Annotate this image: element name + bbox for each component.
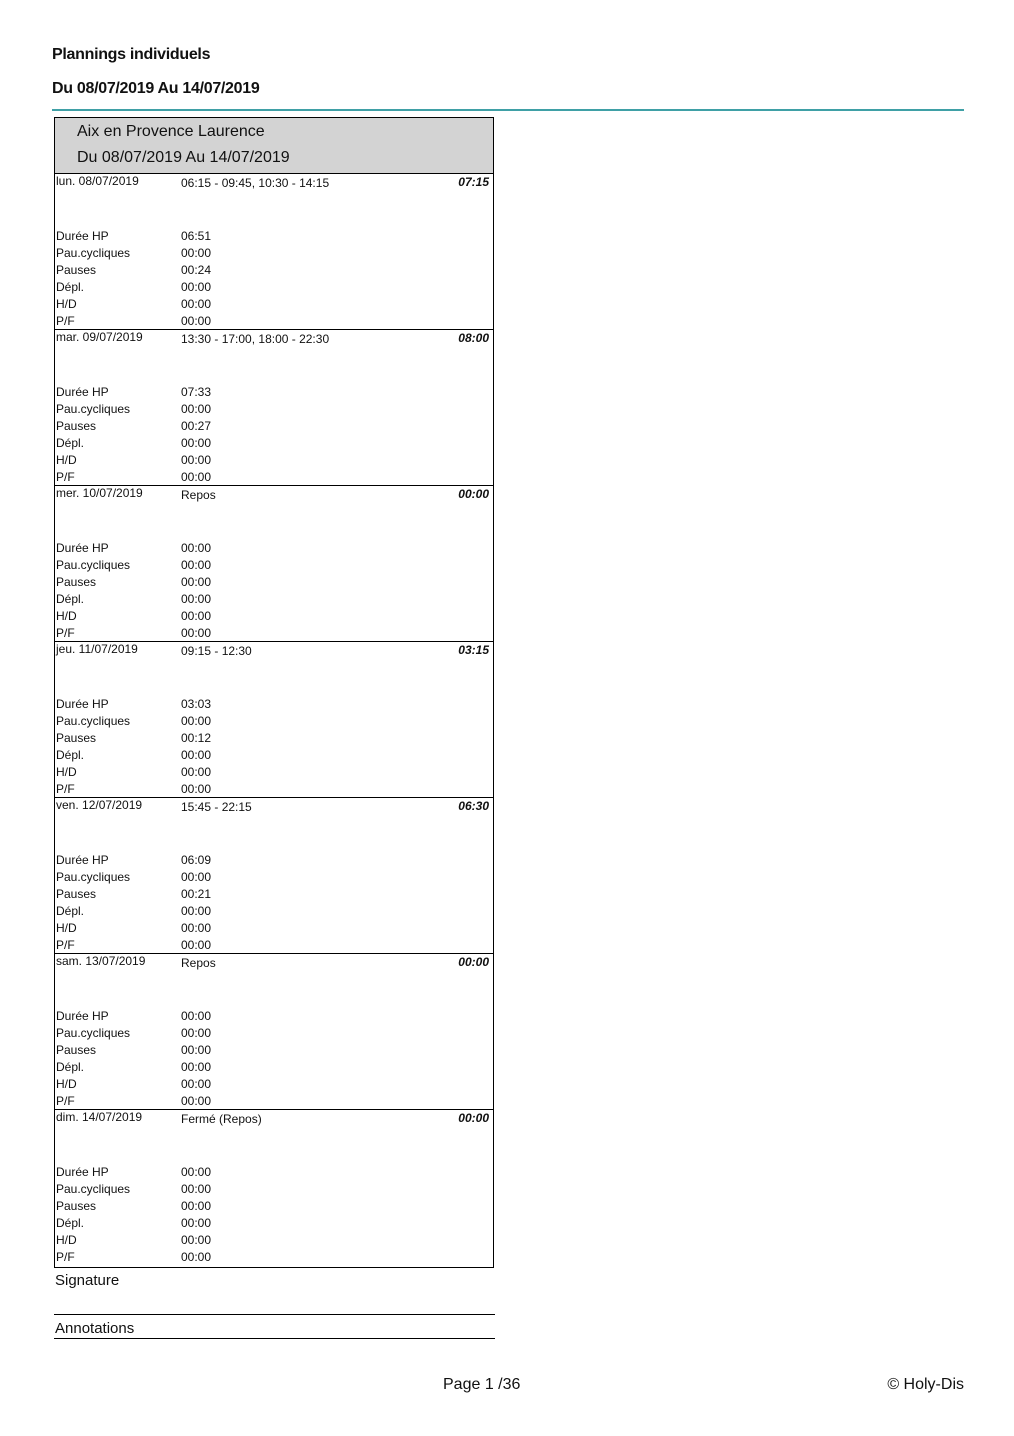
signature-line: [54, 1314, 495, 1315]
metric-value: 00:00: [181, 1077, 212, 1091]
metric-label: P/F: [56, 470, 75, 484]
metric-label: Pauses: [56, 887, 97, 901]
metric-label: Pauses: [56, 575, 97, 589]
metric-label: Pau.cycliques: [56, 558, 131, 572]
panel-period: Du 08/07/2019 Au 14/07/2019: [77, 149, 290, 166]
day-date: ven. 12/07/2019: [56, 798, 143, 812]
metric-value: 00:00: [181, 921, 212, 935]
metric-value: 00:00: [181, 280, 212, 294]
metric-label: H/D: [56, 609, 77, 623]
metric-row: [56, 1042, 476, 1058]
metric-value: 00:00: [181, 609, 212, 623]
metric-label: Dépl.: [56, 904, 85, 918]
day-hours: Repos: [181, 488, 216, 502]
day-total: 06:30: [458, 799, 489, 813]
day-block: [55, 486, 493, 642]
day-date: jeu. 11/07/2019: [56, 642, 138, 656]
metric-row: [56, 696, 476, 712]
page-period: Du 08/07/2019 Au 14/07/2019: [52, 80, 260, 97]
metric-value: 03:03: [181, 697, 212, 711]
day-block: [55, 954, 493, 1110]
metric-label: P/F: [56, 782, 75, 796]
metric-row: [56, 713, 476, 729]
day-date: sam. 13/07/2019: [56, 954, 146, 968]
metric-label: Pau.cycliques: [56, 1182, 131, 1196]
metric-label: H/D: [56, 1233, 77, 1247]
metric-label: Pauses: [56, 731, 97, 745]
employee-name: Aix en Provence Laurence: [77, 123, 265, 140]
metric-value: 00:00: [181, 1233, 212, 1247]
metric-row: [56, 452, 476, 468]
metric-label: Pau.cycliques: [56, 714, 131, 728]
metric-row: [56, 384, 476, 400]
metric-value: 00:00: [181, 541, 212, 555]
metric-row: [56, 557, 476, 573]
day-total: 00:00: [458, 955, 489, 969]
metric-row: [56, 1249, 476, 1265]
metric-value: 00:00: [181, 575, 212, 589]
metric-value: 00:00: [181, 1199, 212, 1213]
metric-label: Pau.cycliques: [56, 1026, 131, 1040]
metric-row: [56, 313, 476, 329]
metric-value: 00:21: [181, 887, 212, 901]
metric-value: 00:00: [181, 1043, 212, 1057]
day-block: [55, 798, 493, 954]
metric-value: 00:00: [181, 592, 212, 606]
metric-value: 00:00: [181, 470, 212, 484]
day-block: [55, 330, 493, 486]
metric-label: Dépl.: [56, 1216, 85, 1230]
metric-label: Pau.cycliques: [56, 870, 131, 884]
copyright: © Holy-Dis: [887, 1376, 964, 1393]
day-block: [55, 174, 493, 330]
metric-row: [56, 1232, 476, 1248]
metric-label: P/F: [56, 626, 75, 640]
metric-value: 00:00: [181, 436, 212, 450]
metric-label: H/D: [56, 765, 77, 779]
page-title: Plannings individuels: [52, 46, 211, 63]
metric-value: 00:00: [181, 904, 212, 918]
metric-value: 00:00: [181, 782, 212, 796]
metric-row: [56, 852, 476, 868]
metric-row: [56, 296, 476, 312]
metric-value: 00:00: [181, 297, 212, 311]
metric-label: H/D: [56, 453, 77, 467]
day-block: [55, 1110, 493, 1267]
panel-header: [55, 118, 493, 174]
metric-label: Dépl.: [56, 280, 85, 294]
metric-value: 00:12: [181, 731, 212, 745]
metric-value: 00:00: [181, 765, 212, 779]
metric-label: P/F: [56, 314, 75, 328]
day-hours: Fermé (Repos): [181, 1112, 262, 1126]
metric-value: 00:00: [181, 626, 212, 640]
metric-row: [56, 1164, 476, 1180]
day-hours: 13:30 - 17:00, 18:00 - 22:30: [181, 332, 330, 346]
metric-label: Durée HP: [56, 1009, 109, 1023]
day-total: 00:00: [458, 1111, 489, 1125]
metric-row: [56, 747, 476, 763]
metric-value: 00:00: [181, 1009, 212, 1023]
metric-row: [56, 1093, 476, 1109]
metric-row: [56, 401, 476, 417]
metric-value: 00:00: [181, 1182, 212, 1196]
metric-row: [56, 869, 476, 885]
metric-label: Durée HP: [56, 385, 109, 399]
metric-row: [56, 1076, 476, 1092]
metric-row: [56, 279, 476, 295]
annotations-label: Annotations: [55, 1320, 135, 1337]
metric-row: [56, 1215, 476, 1231]
metric-row: [56, 418, 476, 434]
header-divider: [52, 109, 964, 111]
metric-row: [56, 937, 476, 953]
metric-label: Pauses: [56, 1199, 97, 1213]
day-hours: 06:15 - 09:45, 10:30 - 14:15: [181, 176, 330, 190]
metric-label: H/D: [56, 921, 77, 935]
metric-label: H/D: [56, 1077, 77, 1091]
metric-label: Pau.cycliques: [56, 402, 131, 416]
page-number: Page 1 /36: [443, 1376, 521, 1393]
metric-label: P/F: [56, 1094, 75, 1108]
day-date: mer. 10/07/2019: [56, 486, 143, 500]
metric-value: 00:24: [181, 263, 212, 277]
metric-label: Pauses: [56, 419, 97, 433]
metric-row: [56, 781, 476, 797]
metric-value: 00:00: [181, 870, 212, 884]
metric-value: 00:00: [181, 1026, 212, 1040]
metric-value: 07:33: [181, 385, 212, 399]
metric-row: [56, 1025, 476, 1041]
metric-label: Durée HP: [56, 853, 109, 867]
day-hours: 09:15 - 12:30: [181, 644, 252, 658]
metric-value: 00:00: [181, 1094, 212, 1108]
day-total: 03:15: [458, 643, 489, 657]
day-total: 08:00: [458, 331, 489, 345]
metric-value: 00:00: [181, 246, 212, 260]
day-total: 07:15: [458, 175, 489, 189]
days-list: [55, 174, 493, 1267]
day-hours: Repos: [181, 956, 216, 970]
metric-row: [56, 608, 476, 624]
metric-label: Pau.cycliques: [56, 246, 131, 260]
metric-value: 00:00: [181, 938, 212, 952]
metric-value: 00:00: [181, 314, 212, 328]
metric-row: [56, 245, 476, 261]
signature-label: Signature: [55, 1272, 120, 1289]
metric-label: P/F: [56, 938, 75, 952]
metric-label: Durée HP: [56, 541, 109, 555]
metric-row: [56, 903, 476, 919]
annotations-line: [54, 1338, 495, 1339]
day-date: lun. 08/07/2019: [56, 174, 139, 188]
metric-label: H/D: [56, 297, 77, 311]
metric-row: [56, 730, 476, 746]
metric-value: 06:51: [181, 229, 212, 243]
metric-label: Durée HP: [56, 697, 109, 711]
metric-row: [56, 625, 476, 641]
metric-label: Durée HP: [56, 229, 109, 243]
metric-row: [56, 435, 476, 451]
metric-value: 00:00: [181, 1060, 212, 1074]
metric-value: 00:00: [181, 1216, 212, 1230]
metric-row: [56, 591, 476, 607]
metric-row: [56, 1059, 476, 1075]
metric-label: Dépl.: [56, 592, 85, 606]
metric-label: P/F: [56, 1250, 75, 1264]
metric-label: Pauses: [56, 1043, 97, 1057]
metric-row: [56, 228, 476, 244]
day-block: [55, 642, 493, 798]
day-hours: 15:45 - 22:15: [181, 800, 252, 814]
metric-row: [56, 764, 476, 780]
metric-label: Durée HP: [56, 1165, 109, 1179]
metric-value: 00:00: [181, 558, 212, 572]
metric-value: 00:00: [181, 748, 212, 762]
metric-row: [56, 886, 476, 902]
day-total: 00:00: [458, 487, 489, 501]
metric-row: [56, 1181, 476, 1197]
metric-value: 00:00: [181, 714, 212, 728]
metric-label: Dépl.: [56, 1060, 85, 1074]
schedule-panel: [54, 117, 494, 1268]
day-date: dim. 14/07/2019: [56, 1110, 143, 1124]
metric-row: [56, 540, 476, 556]
metric-value: 00:00: [181, 453, 212, 467]
metric-row: [56, 574, 476, 590]
metric-label: Dépl.: [56, 748, 85, 762]
metric-row: [56, 1008, 476, 1024]
metric-row: [56, 1198, 476, 1214]
metric-row: [56, 469, 476, 485]
metric-value: 00:27: [181, 419, 212, 433]
metric-label: Pauses: [56, 263, 97, 277]
metric-row: [56, 920, 476, 936]
metric-label: Dépl.: [56, 436, 85, 450]
metric-row: [56, 262, 476, 278]
metric-value: 00:00: [181, 1165, 212, 1179]
metric-value: 00:00: [181, 1250, 212, 1264]
metric-value: 06:09: [181, 853, 212, 867]
metric-value: 00:00: [181, 402, 212, 416]
day-date: mar. 09/07/2019: [56, 330, 143, 344]
